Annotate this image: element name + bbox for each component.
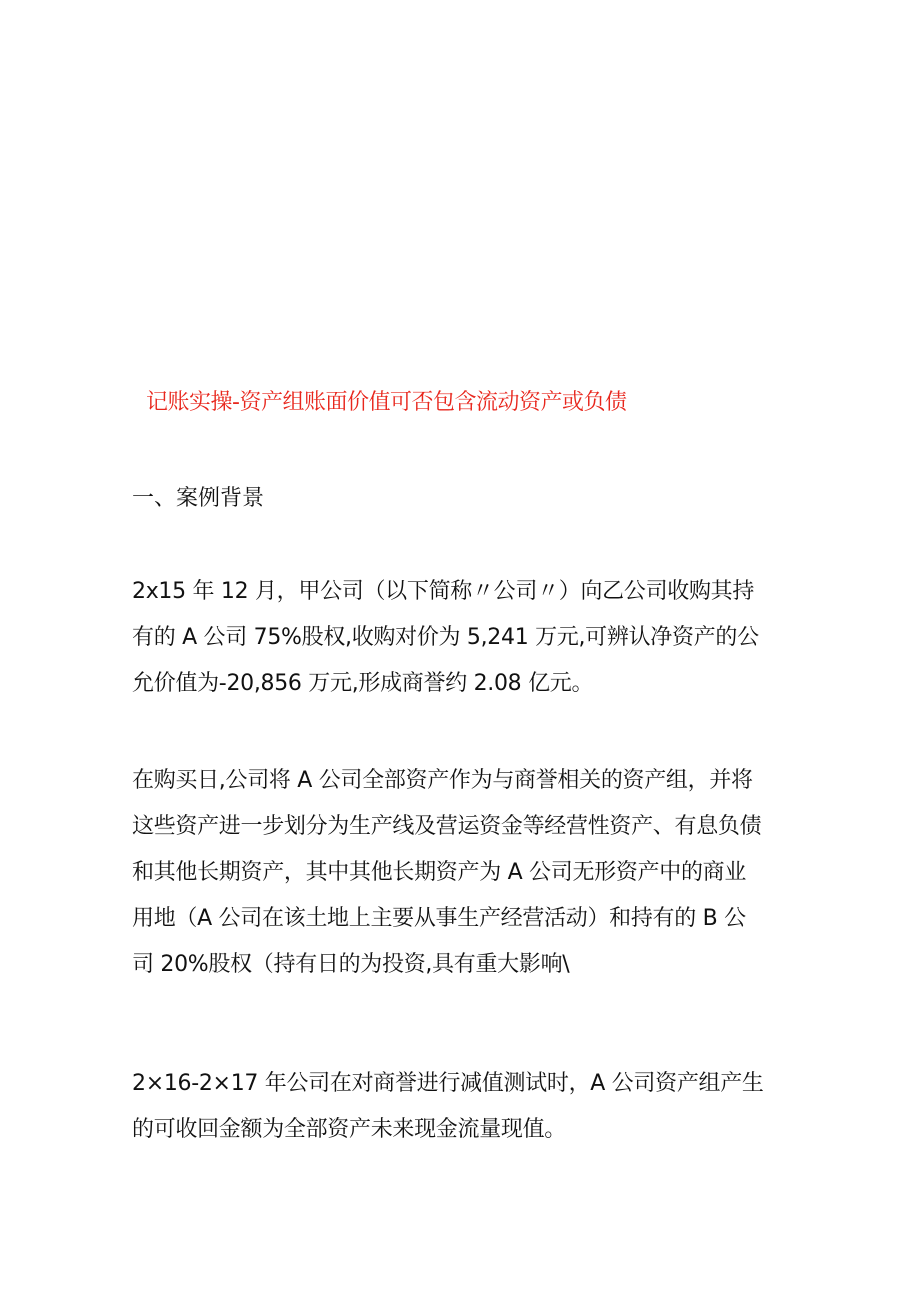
paragraph-line: 的可收回金额为全部资产未来现金流量现值。: [132, 1117, 567, 1142]
paragraph-line: 2x15 年 12 月，甲公司（以下简称〃公司〃）向乙公司收购其持: [132, 579, 755, 604]
paragraph-line: 司 20%股权（持有日的为投资,具有重大影响\: [132, 952, 570, 977]
paragraph-line: 用地（A 公司在该土地上主要从事生产经营活动）和持有的 B 公: [132, 906, 746, 931]
paragraph-line: 和其他长期资产，其中其他长期资产为 A 公司无形资产中的商业: [132, 860, 747, 885]
paragraph-line: 有的 A 公司 75%股权,收购对价为 5,241 万元,可辨认净资产的公: [132, 625, 759, 650]
paragraph-line: 2×16-2×17 年公司在对商誉进行减值测试时，A 公司资产组产生: [132, 1071, 764, 1096]
section-heading: 一、案例背景: [132, 486, 265, 511]
document-title: 记账实操-资产组账面价值可否包含流动资产或负债: [146, 390, 627, 415]
paragraph-line: 允价值为-20,856 万元,形成商誉约 2.08 亿元。: [132, 671, 594, 696]
paragraph-acquisition: [132, 569, 797, 707]
paragraph-asset-group: [132, 758, 797, 988]
paragraph-impairment-test: [132, 1061, 797, 1153]
paragraph-line: 在购买日,公司将 A 公司全部资产作为与商誉相关的资产组，并将: [132, 768, 753, 793]
paragraph-line: 这些资产进一步划分为生产线及营运资金等经营性资产、有息负债: [132, 814, 762, 839]
